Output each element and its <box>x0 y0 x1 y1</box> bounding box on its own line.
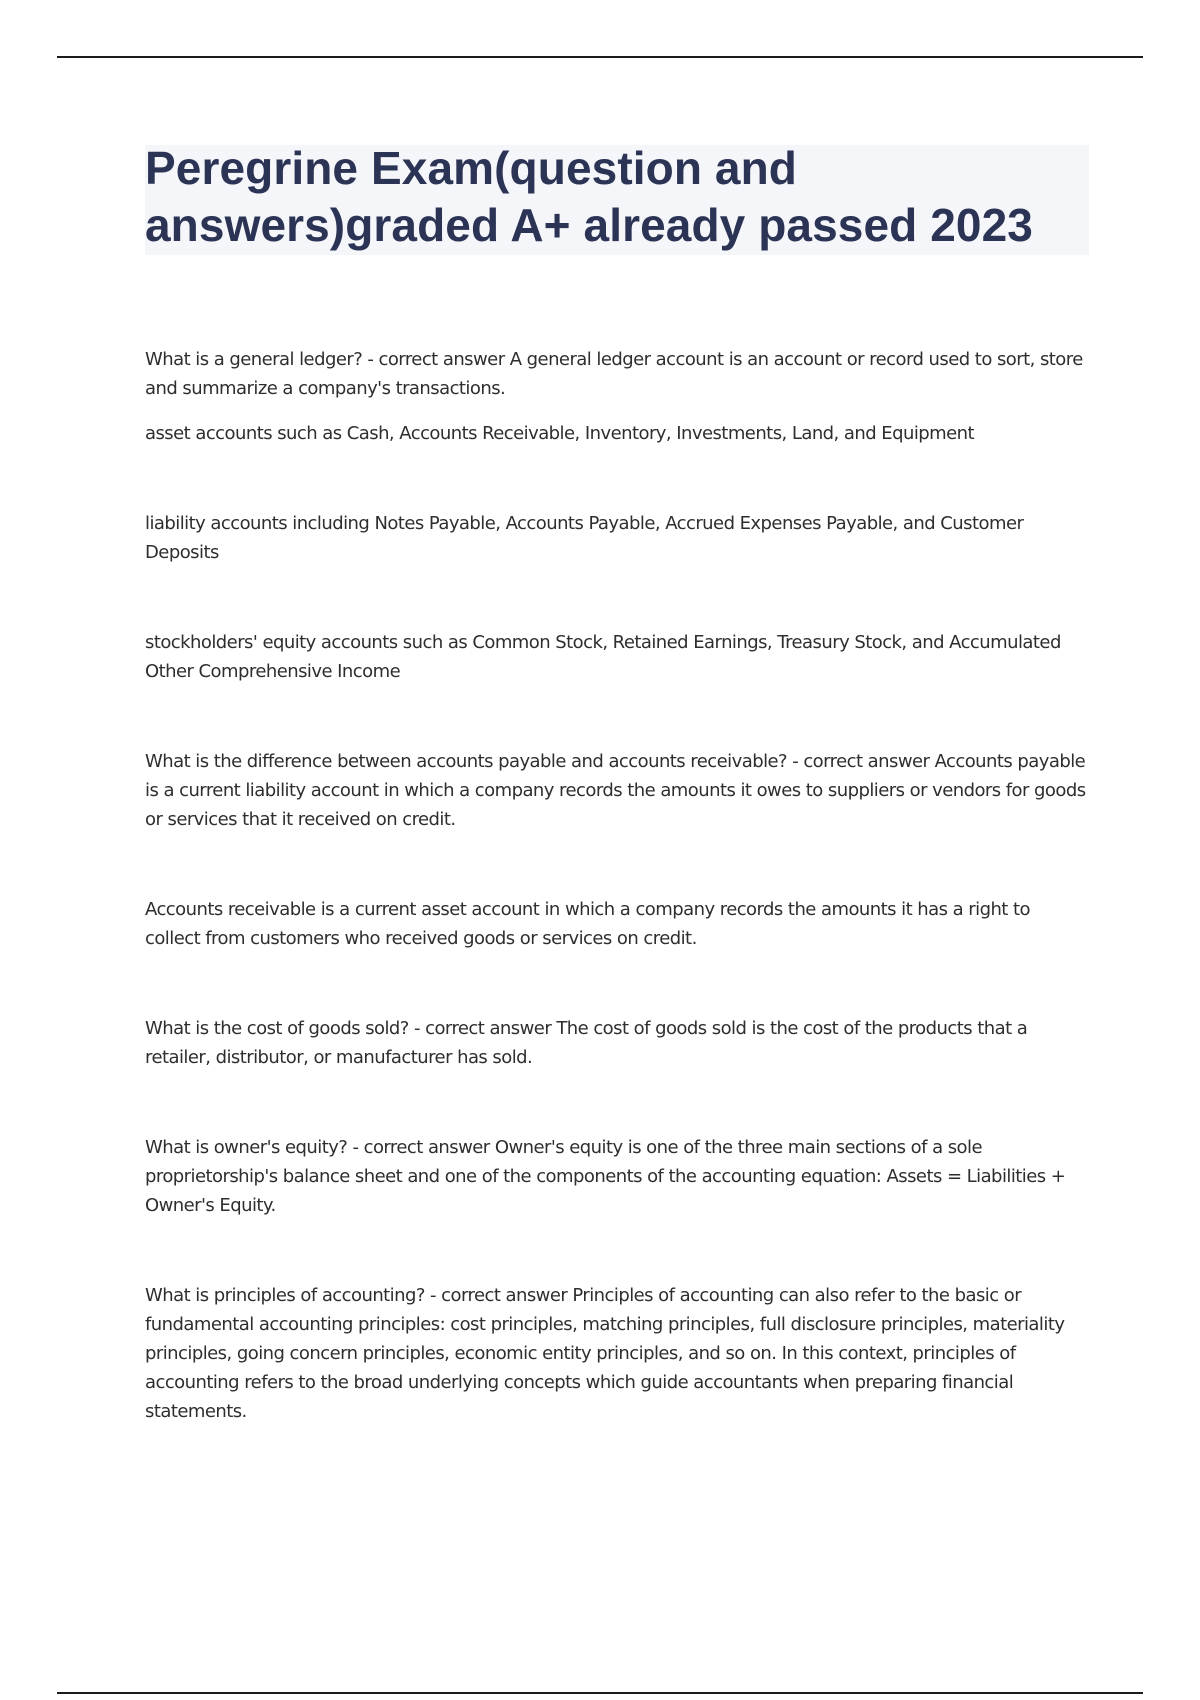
top-divider <box>57 56 1143 58</box>
paragraph-general-ledger: What is a general ledger? - correct answer A general ledger account is an account or record used to sort, store and summarize a company's transactions. <box>145 349 1083 399</box>
paragraph-liability-accounts: liability accounts including Notes Payable, Accounts Payable, Accrued Expenses Payable, and Customer Deposits <box>145 513 1024 563</box>
paragraph-principles-of-accounting: What is principles of accounting? - correct answer Principles of accounting can also refer to the basic or fundamental accounting principles: cost principles, matching principles, full disclosure principles, materiality principles, going concern principles, economic entity principles, and so on. In this context, principles of accounting refers to the broad underlying concepts which guide accountants when preparing financial statements. <box>145 1285 1065 1422</box>
paragraph-owners-equity: What is owner's equity? - correct answer Owner's equity is one of the three main sections of a sole proprietorship's balance sheet and one of the components of the accounting equation: Assets = Liabilities + Owner's Equity. <box>145 1137 1066 1216</box>
page-title: Peregrine Exam(question and answers)graded A+ already passed 2023 <box>145 142 1033 251</box>
paragraph-equity-accounts: stockholders' equity accounts such as Common Stock, Retained Earnings, Treasury Stock, and Accumulated Other Comprehensive Income <box>145 632 1061 682</box>
paragraph-payable-vs-receivable: What is the difference between accounts payable and accounts receivable? - correct answer Accounts payable is a current liability account in which a company records the amounts it owes to suppliers or vendors for goods or services that it received on credit. <box>145 751 1086 830</box>
document-body <box>145 345 1090 1426</box>
paragraph-accounts-receivable: Accounts receivable is a current asset account in which a company records the amounts it has a right to collect from customers who received goods or services on credit. <box>145 899 1030 949</box>
bottom-divider <box>57 1692 1143 1694</box>
title-block <box>145 142 1089 255</box>
paragraph-asset-accounts: asset accounts such as Cash, Accounts Receivable, Inventory, Investments, Land, and Equipment <box>145 423 975 444</box>
paragraph-cost-of-goods-sold: What is the cost of goods sold? - correct answer The cost of goods sold is the cost of the products that a retailer, distributor, or manufacturer has sold. <box>145 1018 1028 1068</box>
